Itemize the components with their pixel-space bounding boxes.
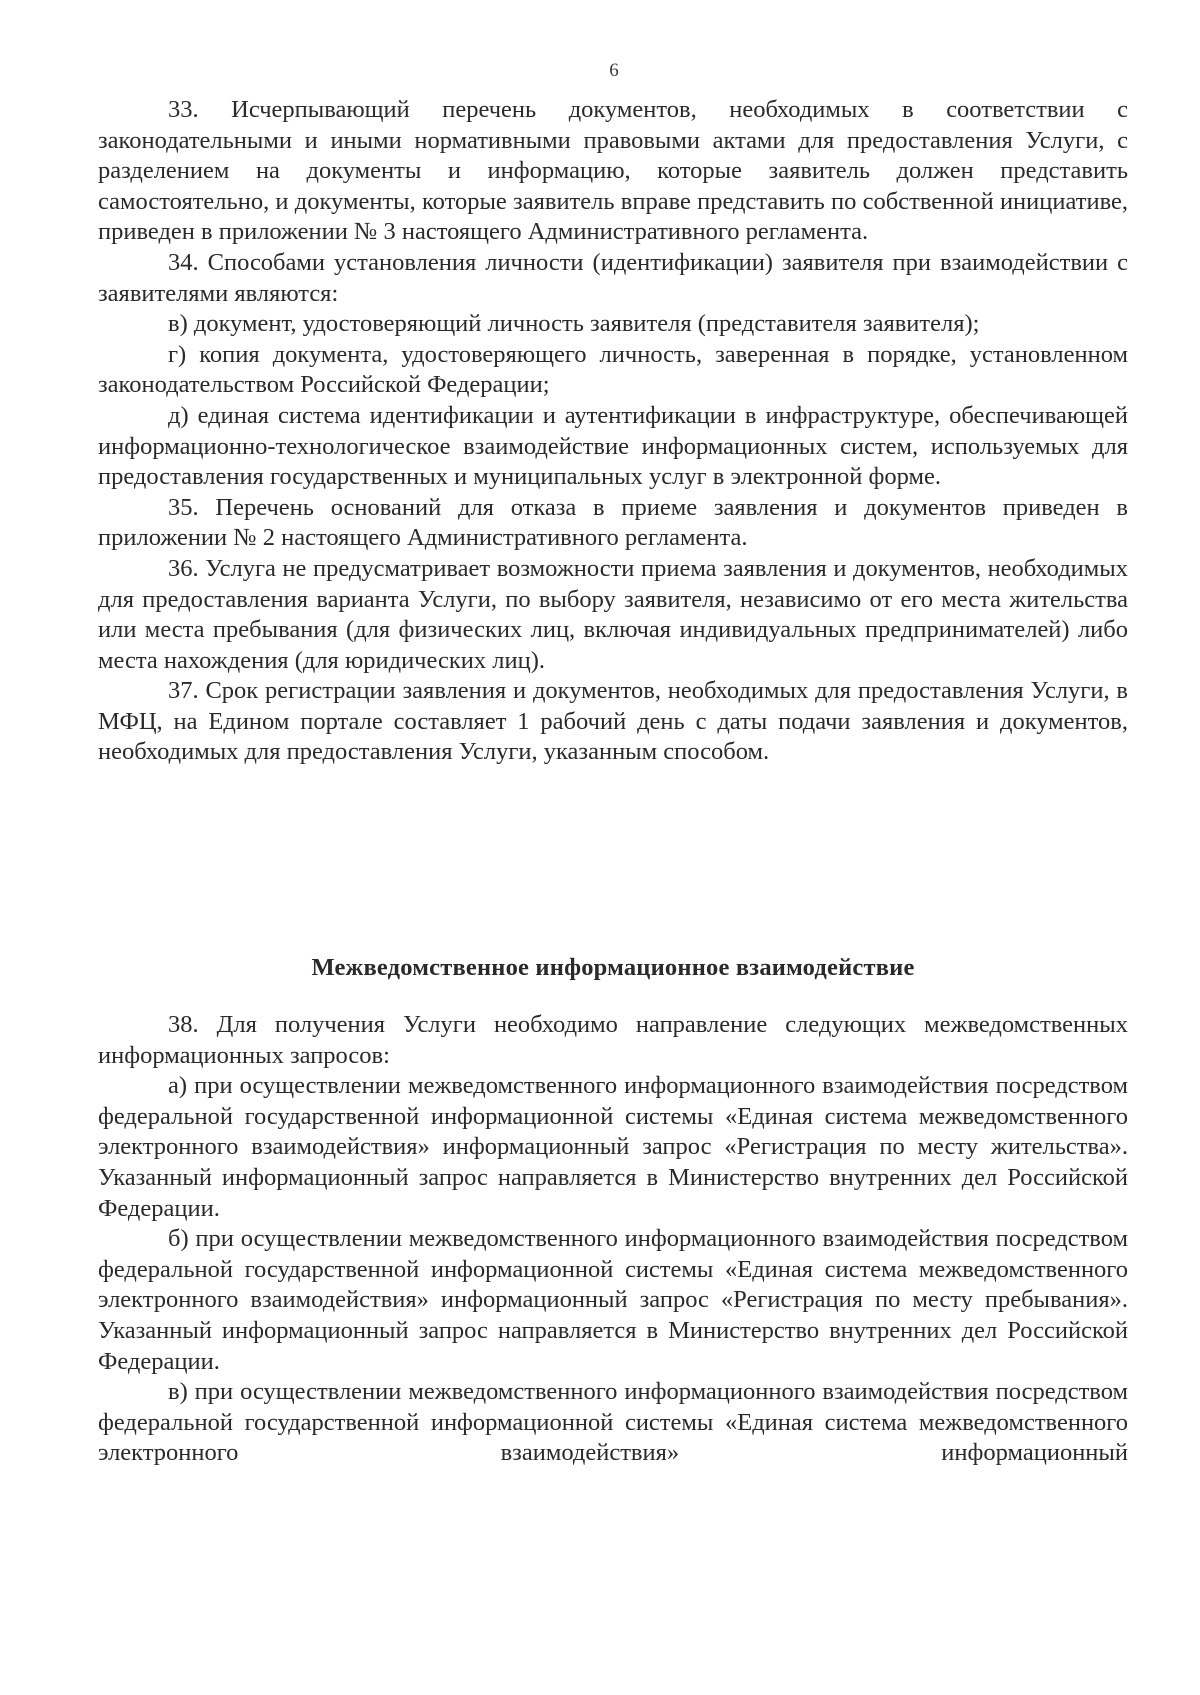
page-number: 6 bbox=[609, 60, 619, 81]
paragraph-35: 35. Перечень оснований для отказа в приеме заявления и документов приведен в приложении № 2 настоящего Административного регламента. bbox=[98, 493, 1128, 552]
paragraph-34-v: в) документ, удостоверяющий личность заявителя (представителя заявителя); bbox=[168, 310, 980, 338]
paragraph-38: 38. Для получения Услуги необходимо направление следующих межведомственных информационных запросов: bbox=[98, 1011, 1128, 1069]
paragraph-34-d: д) единая система идентификации и аутентификации в инфраструктуре, обеспечивающей информационно-технологическое взаимодействие информационных систем, используемых для предоставления государственных и муниципальных услуг в электронной форме. bbox=[98, 401, 1128, 491]
paragraph-38-v: в) при осуществлении межведомственного информационного взаимодействия посредством федеральной государственной информационной системы «Единая система межведомственного электронного взаимодействия» информационный bbox=[98, 1378, 1128, 1467]
section-heading: Межведомственное информационное взаимодействие bbox=[311, 954, 915, 981]
paragraph-34: 34. Способами установления личности (идентификации) заявителя при взаимодействии с заявителями являются: bbox=[98, 248, 1128, 307]
paragraph-33: 33. Исчерпывающий перечень документов, необходимых в соответствии с законодательными и иными нормативными правовыми актами для предоставления Услуги, с разделением на документы и информацию, которые заявитель должен представить самостоятельно, и документы, которые заявитель вправе представить по собственной инициативе, приведен в приложении № 3 настоящего Административного регламента. bbox=[98, 96, 1128, 246]
paragraph-38-b: б) при осуществлении межведомственного информационного взаимодействия посредством федеральной государственной информационной системы «Единая система межведомственного электронного взаимодействия» информационный запрос «Регистрация по месту пребывания». Указанный информационный запрос направляется в Министерство внутренних дел Российской Федерации. bbox=[98, 1225, 1128, 1375]
paragraph-34-g: г) копия документа, удостоверяющего личность, заверенная в порядке, установленном законодательством Российской Федерации; bbox=[98, 340, 1128, 399]
paragraph-38-a: а) при осуществлении межведомственного информационного взаимодействия посредством федеральной государственной информационной системы «Единая система межведомственного электронного взаимодействия» информационный запрос «Регистрация по месту жительства». Указанный информационный запрос направляется в Министерство внутренних дел Российской Федерации. bbox=[98, 1072, 1128, 1222]
paragraph-37: 37. Срок регистрации заявления и документов, необходимых для предоставления Услуги, в МФЦ, на Едином портале составляет 1 рабочий день с даты подачи заявления и документов, необходимых для предоставления Услуги, указанным способом. bbox=[98, 677, 1128, 766]
paragraphs-bottom bbox=[98, 1010, 1128, 1469]
paragraphs-top bbox=[98, 95, 1128, 768]
paragraph-36: 36. Услуга не предусматривает возможности приема заявления и документов, необходимых для предоставления варианта Услуги, по выбору заявителя, независимо от его места жительства или места пребывания (для физических лиц, включая индивидуальных предпринимателей) либо места нахождения (для юридических лиц). bbox=[98, 554, 1128, 674]
